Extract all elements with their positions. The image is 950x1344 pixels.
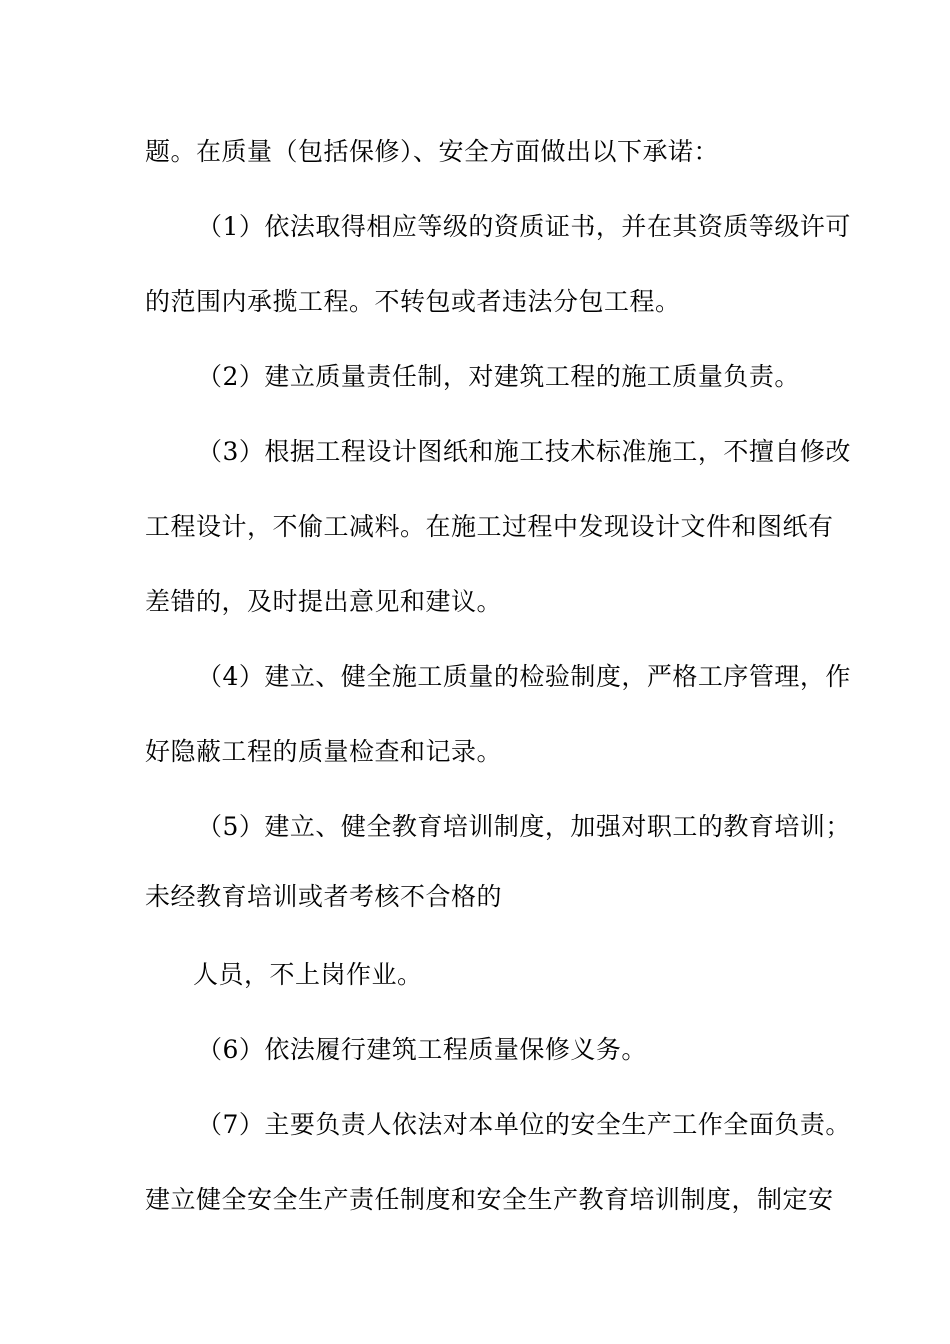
- text-line: 未经教育培训或者考核不合格的: [145, 882, 503, 911]
- text-line: 工程设计，不偷工减料。在施工过程中发现设计文件和图纸有: [145, 512, 834, 541]
- text-line: 的范围内承揽工程。不转包或者违法分包工程。: [145, 287, 681, 316]
- text-line: 好隐蔽工程的质量检查和记录。: [145, 737, 503, 766]
- text-line: （1）依法取得相应等级的资质证书，并在其资质等级许可: [197, 212, 851, 241]
- text-line: （7）主要负责人依法对本单位的安全生产工作全面负责。: [197, 1110, 851, 1139]
- text-line: （3）根据工程设计图纸和施工技术标准施工，不擅自修改: [197, 437, 851, 466]
- text-line: 人员，不上岗作业。: [193, 960, 423, 989]
- text-line: 差错的，及时提出意见和建议。: [145, 587, 503, 616]
- text-line: （6）依法履行建筑工程质量保修义务。: [197, 1035, 647, 1064]
- text-line: （5）建立、健全教育培训制度，加强对职工的教育培训；: [197, 812, 851, 841]
- text-line: 题。在质量（包括保修）、安全方面做出以下承诺：: [145, 137, 720, 166]
- text-line: 建立健全安全生产责任制度和安全生产教育培训制度，制定安: [145, 1185, 834, 1214]
- text-line: （4）建立、健全施工质量的检验制度，严格工序管理，作: [197, 662, 851, 691]
- text-line: （2）建立质量责任制，对建筑工程的施工质量负责。: [197, 362, 800, 391]
